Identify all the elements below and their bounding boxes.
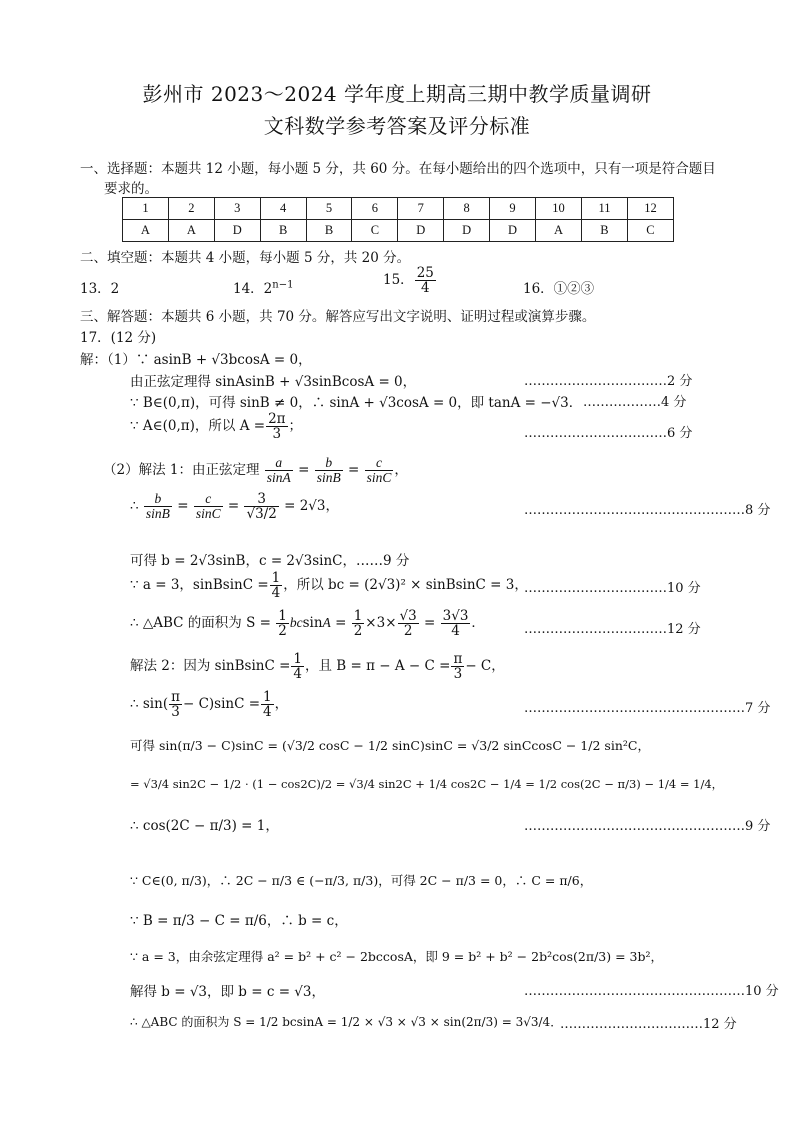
table-cell: D — [444, 220, 490, 242]
solution-line: = √3/4 sin2C − 1/2 · (1 − cos2C)/2 = √3/4 sin2C + 1/4 cos2C − 1/4 = 1/2 cos(2C − π/3) − 1/4 = 1/4， — [130, 777, 724, 791]
table-cell: B — [306, 220, 352, 242]
solution-line: 解法 2：因为 sinBsinC = $\frac{1}{4}$ ，且 B = π − A − C = $\frac{\pi}{3}$ − C， — [130, 651, 505, 683]
answer-16: 16．①②③ — [523, 281, 595, 297]
table-cell: A — [168, 220, 214, 242]
solution-text: ，且 B = π − A − C = — [305, 658, 451, 675]
score-mark: ……………………………2 分 — [524, 374, 693, 389]
solution-line: （2）解法 1：由正弦定理 $\frac{a}{\sin A}$ = $\frac{b}{\sin B}$ = $\frac{c}{\sin C}$ ， — [103, 455, 408, 486]
table-cell: A — [123, 220, 169, 242]
solution-line: 由正弦定理得 sinAsinB + √3sinBcosA = 0， — [130, 374, 417, 390]
solution-line: ∴ △ABC 的面积为 S = $\frac{1}{2}$ bcsinA = $\frac{1}{2}$ ×3× $\frac{√3}{2}$ = $\frac{3√3}{4}$ ． — [130, 608, 485, 640]
score-mark: ……………………………………………9 分 — [524, 819, 771, 834]
answer-14-exponent: n−1 — [272, 279, 294, 291]
section1-heading-cont: 要求的。 — [104, 181, 158, 197]
section1-heading: 一、选择题：本题共 12 小题，每小题 5 分，共 60 分。在每小题给出的四个选项中，只有一项是符合题目 — [80, 161, 716, 177]
table-cell: C — [352, 220, 398, 242]
score-mark: ……………………………10 分 — [524, 581, 701, 596]
table-cell: D — [490, 220, 536, 242]
score-mark: ……………………………6 分 — [524, 426, 693, 441]
table-cell: 7 — [398, 198, 444, 220]
table-cell: D — [214, 220, 260, 242]
score-mark: ……………………………………………10 分 — [524, 984, 779, 999]
answer-table — [122, 197, 674, 242]
solution-text: ，所以 bc = (2√3)² × sinBsinC = 3， — [283, 577, 528, 594]
score-mark: ……………………………12 分 — [524, 622, 701, 637]
question-17-label: 17．(12 分) — [80, 330, 157, 346]
answer-14 — [233, 277, 293, 297]
solution-line: ∴ sin( $\frac{\pi}{3}$ − C)sinC = $\frac{1}{4}$ ， — [130, 689, 289, 721]
table-cell: 10 — [535, 198, 581, 220]
doc-subtitle: 文科数学参考答案及评分标准 — [263, 114, 531, 138]
answer-14-base: 14．2 — [233, 281, 273, 297]
fraction-numerator: 2π — [268, 411, 286, 427]
answer-15 — [383, 266, 437, 295]
fraction-denominator: 3 — [272, 426, 282, 443]
solution-text: 解法 2：因为 sinBsinC = — [130, 658, 291, 675]
solution-text: ∵ a = 3，sinBsinC = — [130, 577, 269, 594]
table-cell: 12 — [627, 198, 673, 220]
table-cell: 4 — [260, 198, 306, 220]
solution-line: 可得 sin(π/3 − C)sinC = (√3/2 cosC − 1/2 sinC)sinC = √3/2 sinCcosC − 1/2 sin²C， — [130, 738, 650, 753]
solution-line: ∴ △ABC 的面积为 S = 1/2 bcsinA = 1/2 × √3 × √3 × sin(2π/3) = 3√3/4． — [130, 1015, 563, 1029]
table-cell: 1 — [123, 198, 169, 220]
table-cell: C — [627, 220, 673, 242]
table-cell: A — [535, 220, 581, 242]
table-cell: 11 — [581, 198, 627, 220]
table-cell: 6 — [352, 198, 398, 220]
solution-line: ∵ a = 3，sinBsinC = $\frac{1}{4}$ ，所以 bc = (2√3)² × sinBsinC = 3， — [130, 570, 528, 602]
solution-line: ∵ B = π/3 − C = π/6，∴ b = c， — [130, 913, 348, 929]
table-cell: 3 — [214, 198, 260, 220]
solution-text: （2）解法 1：由正弦定理 — [103, 462, 260, 479]
section2-heading: 二、填空题：本题共 4 小题，每小题 5 分，共 20 分。 — [80, 250, 411, 266]
solution-line: ∵ B∈(0,π)，可得 sinB ≠ 0，∴ sinA + √3cosA = 0，即 tanA = −√3． — [130, 395, 583, 411]
score-mark: ……………………………………………7 分 — [524, 701, 771, 716]
score-mark: ……………………………………………8 分 — [524, 503, 771, 518]
answer-table-answer-row — [123, 220, 674, 242]
table-cell: 2 — [168, 198, 214, 220]
solution-text: ∵ A∈(0,π)，所以 A = — [130, 418, 266, 435]
solution-line: 可得 b = 2√3sinB，c = 2√3sinC，……9 分 — [130, 553, 410, 569]
solution-line: ∴ $\frac{b}{\sin B}$ = $\frac{c}{\sin C}$ = $\frac{3}{√3/2}$ = 2√3， — [130, 491, 340, 523]
table-cell: 8 — [444, 198, 490, 220]
table-cell: B — [260, 220, 306, 242]
score-mark: ……………………………12 分 — [560, 1017, 737, 1032]
table-cell: 5 — [306, 198, 352, 220]
section3-heading: 三、解答题：本题共 6 小题，共 70 分。解答应写出文字说明、证明过程或演算步骤。 — [80, 309, 596, 325]
table-cell: D — [398, 220, 444, 242]
answer-13: 13．2 — [80, 281, 120, 297]
answer-15-denominator: 4 — [420, 280, 430, 297]
solution-text: ∴ sin( — [130, 696, 169, 713]
solution-text: ； — [288, 418, 303, 435]
solution-line: ∵ C∈(0, π/3)，∴ 2C − π/3 ∈ (−π/3, π/3)，可得 2C − π/3 = 0，∴ C = π/6， — [130, 873, 593, 888]
solution-line: ∵ a = 3，由余弦定理得 a² = b² + c² − 2bccosA，即 9 = b² + b² − 2b²cos(2π/3) = 3b²， — [130, 949, 663, 964]
solution-line: 解得 b = √3，即 b = c = √3， — [130, 984, 325, 1000]
answer-15-numerator: 25 — [416, 265, 434, 281]
solution-line: ∴ cos(2C − π/3) = 1， — [130, 818, 279, 834]
solution-line: 解：（1）∵ asinB + √3bcosA = 0， — [80, 352, 312, 368]
score-mark: ………………4 分 — [583, 395, 687, 410]
table-cell: 9 — [490, 198, 536, 220]
solution-line — [130, 412, 302, 441]
answer-15-label: 15． — [383, 272, 414, 289]
solution-text: − C， — [465, 658, 505, 675]
answer-table-number-row — [123, 198, 674, 220]
doc-title: 彭州市 2023～2024 学年度上期高三期中教学质量调研 — [142, 82, 652, 106]
table-cell: B — [581, 220, 627, 242]
solution-text: ∴ — [130, 498, 139, 515]
solution-text: ∴ △ABC 的面积为 S = — [130, 615, 271, 632]
solution-text: − C)sinC = — [182, 696, 261, 713]
